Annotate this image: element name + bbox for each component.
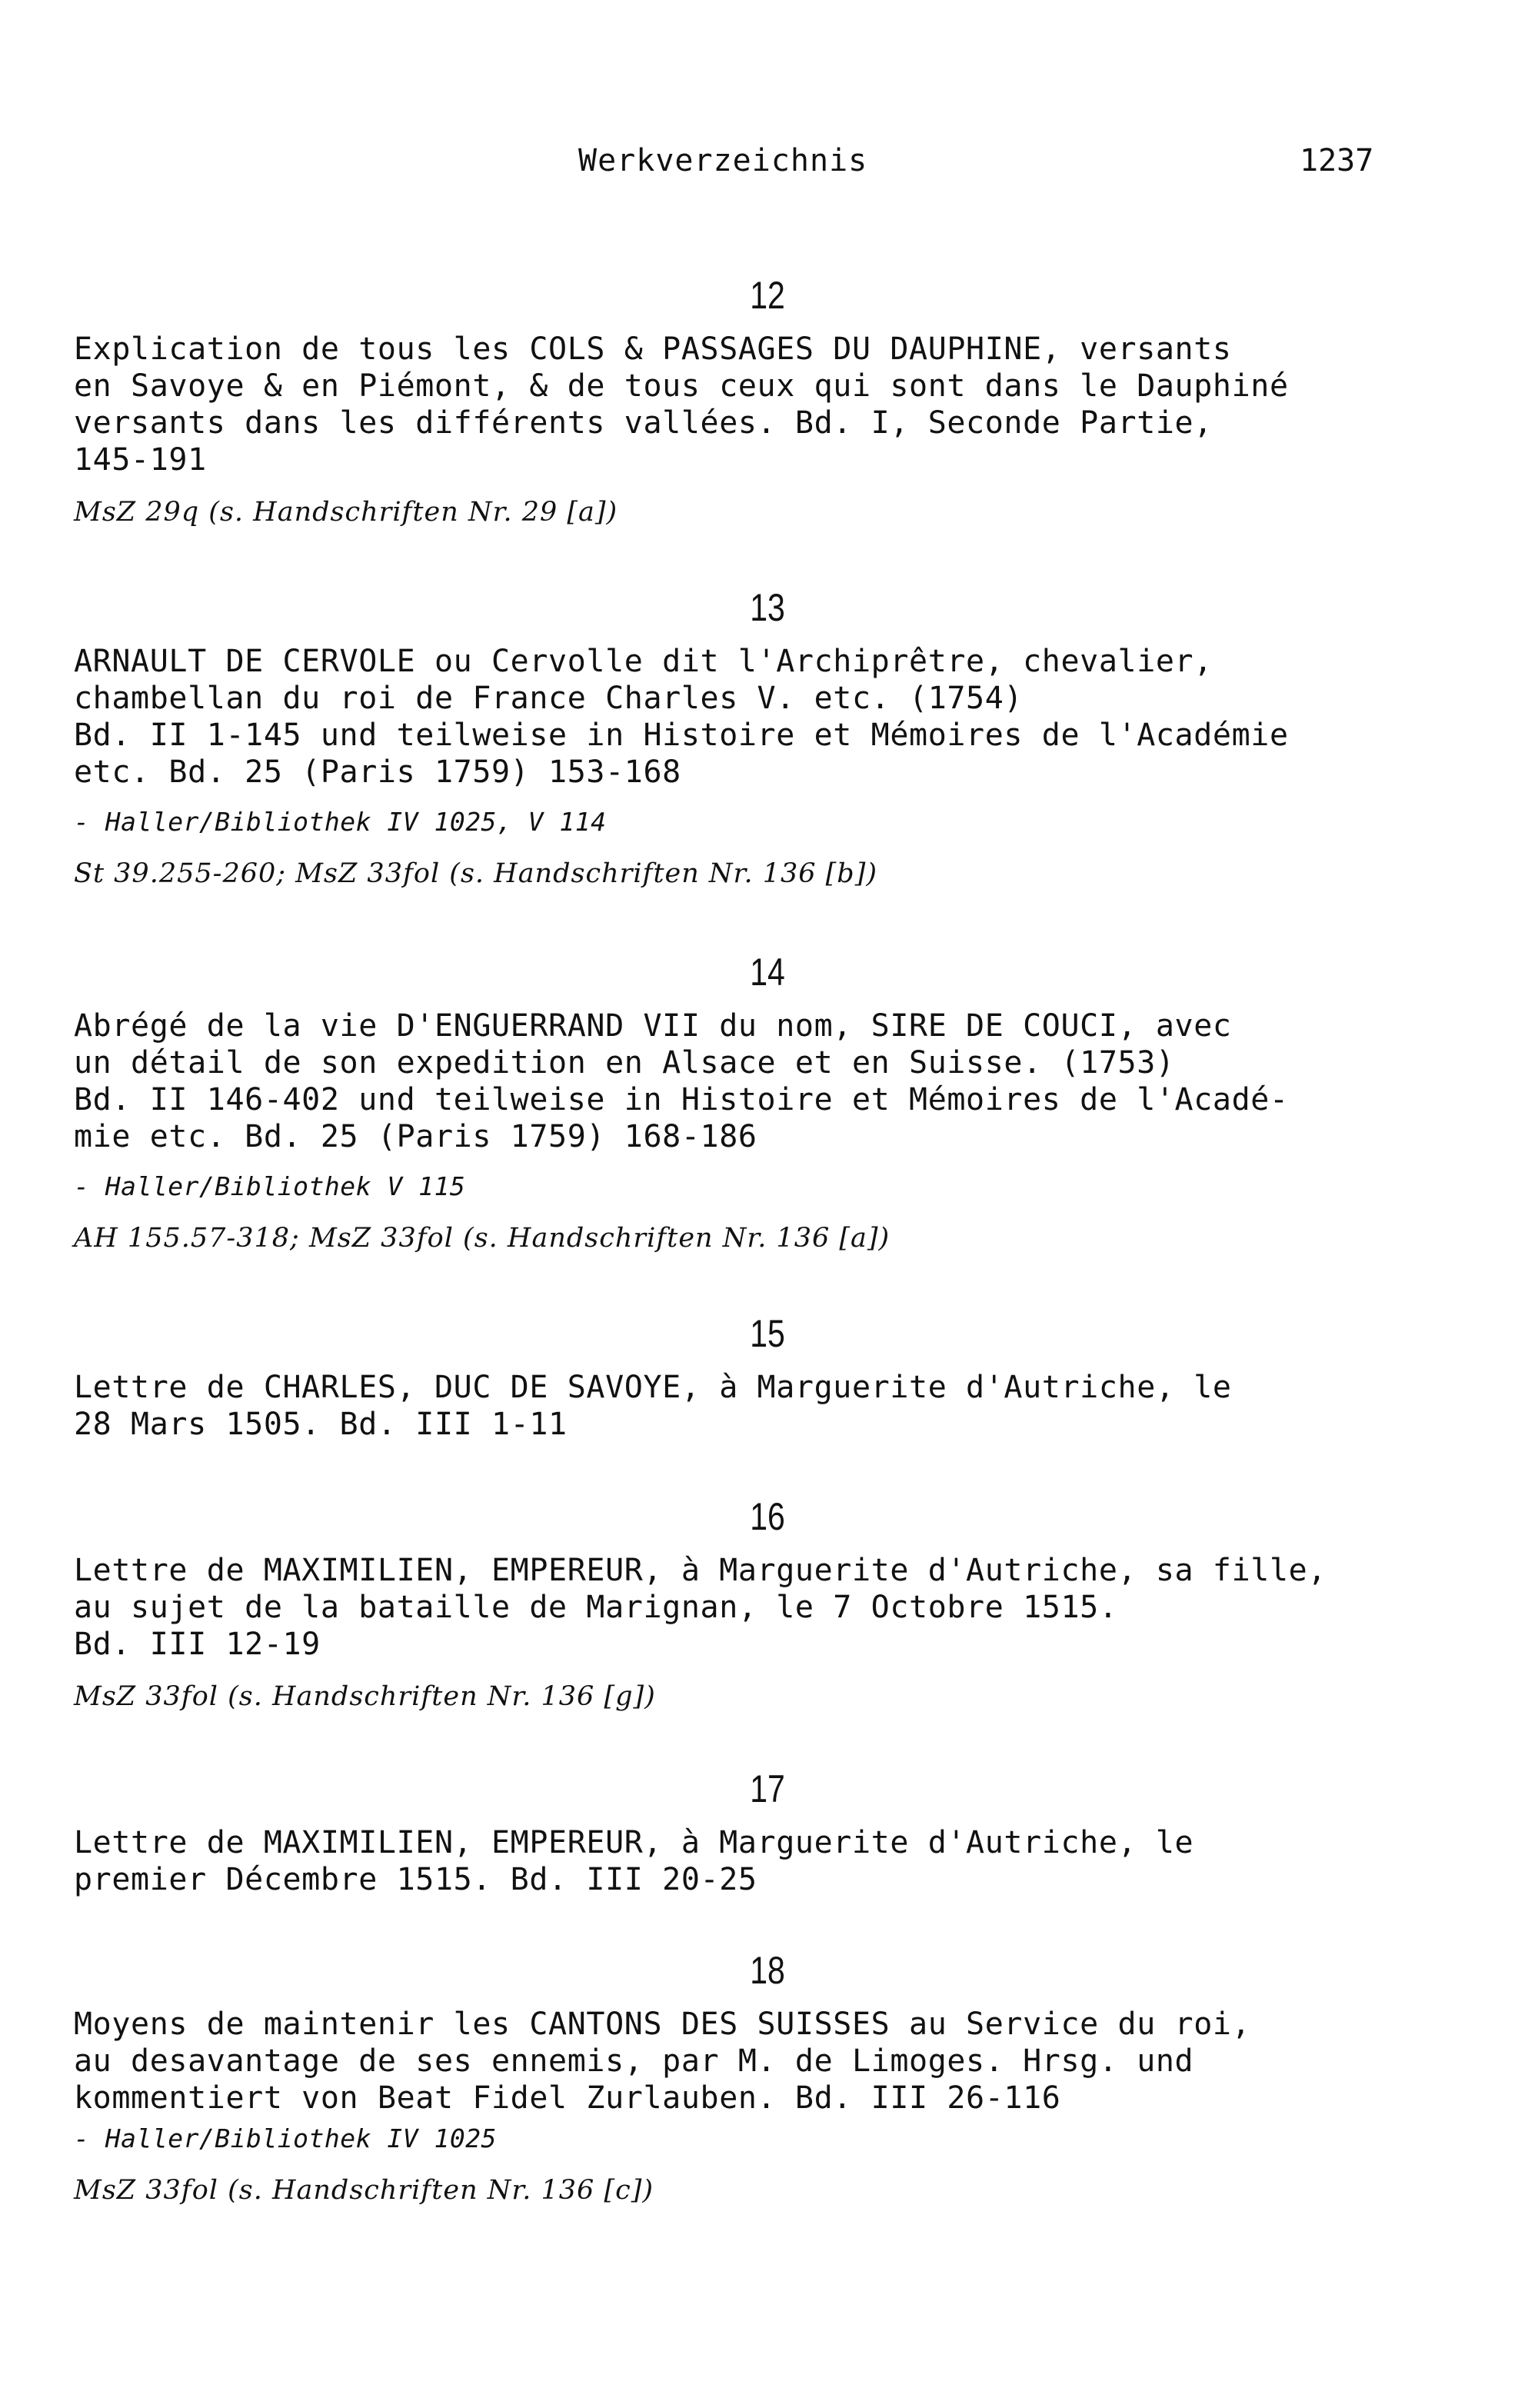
page-number: 1237 bbox=[1300, 143, 1374, 178]
catalog-entry-17 bbox=[74, 1764, 1473, 1898]
entry-title: Lettre de MAXIMILIEN, EMPEREUR, à Marguerite d'Autriche, le premier Décembre 1515. Bd. III 20-25 bbox=[74, 1825, 1194, 1897]
bibliography-note: - Haller/Bibliothek V 115 bbox=[74, 1171, 466, 1201]
catalog-entry-18 bbox=[74, 1946, 1473, 2210]
entry-title: ARNAULT DE CERVOLE ou Cervolle dit l'Archiprêtre, chevalier, chambellan du roi de France Charles V. etc. (1754) Bd. II 1-145 und teilweise in Histoire et Mémoires de l'Académie etc. Bd. 25 (Paris 1759) 153-168 bbox=[74, 644, 1289, 790]
entry-title: Moyens de maintenir les CANTONS DES SUISSES au Service du roi, au desavantage de ses ennemis, par M. de Limoges. Hrsg. und kommentiert von Beat Fidel Zurlauben. Bd. III 26-116 bbox=[74, 2007, 1251, 2116]
entry-number: 18 bbox=[750, 1949, 785, 1992]
catalog-entry-14 bbox=[74, 948, 1473, 1258]
shelfmark: AH 155.57-318; MsZ 33fol (s. Handschriften Nr. 136 [a]) bbox=[74, 1223, 891, 1254]
shelfmark: St 39.255-260; MsZ 33fol (s. Handschriften Nr. 136 [b]) bbox=[74, 858, 877, 889]
entry-title: Lettre de CHARLES, DUC DE SAVOYE, à Marguerite d'Autriche, le 28 Mars 1505. Bd. III 1-11 bbox=[74, 1370, 1232, 1442]
entry-title: Abrégé de la vie D'ENGUERRAND VII du nom, SIRE DE COUCI, avec un détail de son expedition en Alsace et en Suisse. (1753) Bd. II 146-402 und teilweise in Histoire et Mémoires de l'Acadé- mie etc. Bd. 25 (Paris 1759) 168-186 bbox=[74, 1008, 1289, 1154]
entry-number: 14 bbox=[750, 951, 785, 994]
bibliography-note: - Haller/Bibliothek IV 1025 bbox=[74, 2123, 497, 2153]
catalog-entry-15 bbox=[74, 1309, 1473, 1443]
running-header bbox=[0, 143, 1538, 189]
entry-number: 13 bbox=[750, 586, 785, 629]
shelfmark: MsZ 33fol (s. Handschriften Nr. 136 [c]) bbox=[74, 2175, 654, 2206]
entry-number: 15 bbox=[750, 1312, 785, 1355]
shelfmark: MsZ 33fol (s. Handschriften Nr. 136 [g]) bbox=[74, 1681, 656, 1712]
entry-number: 12 bbox=[750, 274, 785, 317]
running-title: Werkverzeichnis bbox=[578, 143, 868, 178]
catalog-entry-12 bbox=[74, 271, 1473, 532]
entry-number: 17 bbox=[750, 1767, 785, 1810]
entry-title: Explication de tous les COLS & PASSAGES DU DAUPHINE, versants en Savoye & en Piémont, & de tous ceux qui sont dans le Dauphiné versants dans les différents vallées. Bd. I, Seconde Partie, 145-191 bbox=[74, 331, 1289, 478]
bibliography-note: - Haller/Bibliothek IV 1025, V 114 bbox=[74, 807, 607, 837]
entry-title: Lettre de MAXIMILIEN, EMPEREUR, à Marguerite d'Autriche, sa fille, au sujet de la bataille de Marignan, le 7 Octobre 1515. Bd. III 12-19 bbox=[74, 1553, 1327, 1662]
catalog-entry-16 bbox=[74, 1492, 1473, 1717]
entry-number: 16 bbox=[750, 1495, 785, 1538]
catalog-entry-13 bbox=[74, 583, 1473, 894]
shelfmark: MsZ 29q (s. Handschriften Nr. 29 [a]) bbox=[74, 497, 618, 528]
